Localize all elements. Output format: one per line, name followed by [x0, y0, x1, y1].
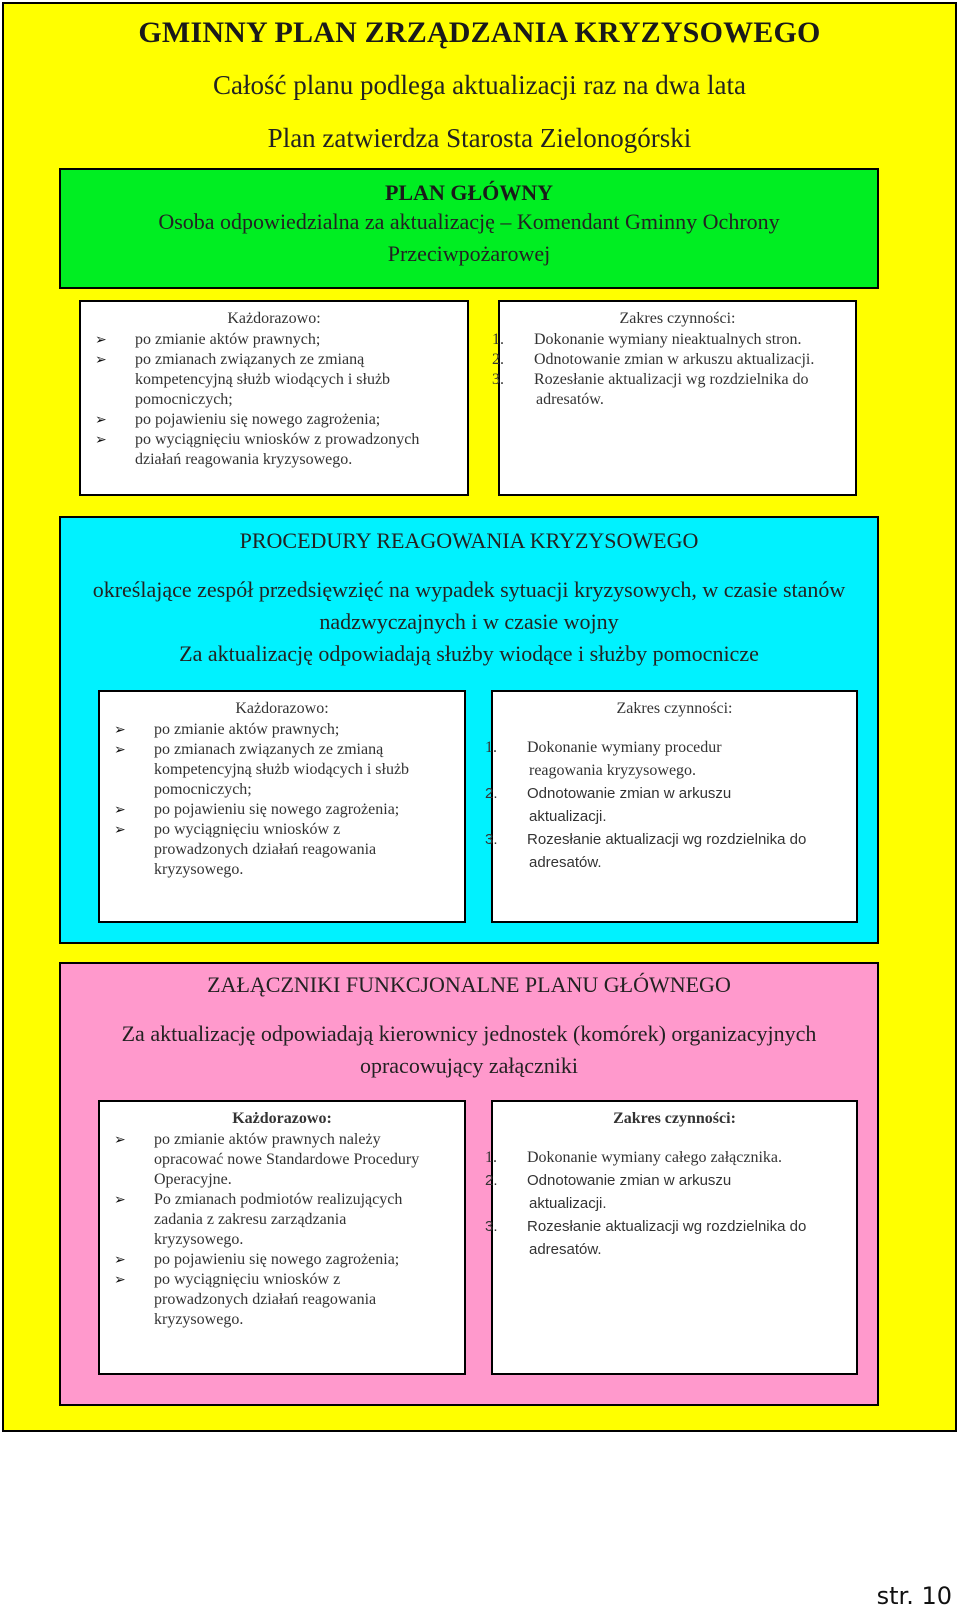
plan-glowny-panel [59, 168, 879, 289]
box-heading: Każdorazowo: [235, 700, 329, 717]
plan-glowny-scope-box [492, 300, 857, 496]
plan-glowny-text: Osoba odpowiedzialna za aktualizację – Komendant Gminny Ochrony Przeciwpożarowej [158, 209, 780, 266]
list-item: 2. Odnotowanie zmian w arkuszu aktualizacji. [485, 1172, 732, 1212]
when-list [100, 720, 464, 880]
list-item: 3. Rozesłanie aktualizacji wg rozdzielnika do adresatów. [485, 1218, 807, 1258]
document-title: GMINNY PLAN ZRZĄDZANIA KRYZYSOWEGO [138, 16, 821, 49]
box-heading: Każdorazowo: [232, 1110, 332, 1127]
list-item: ➢ po wyciągnięciu wniosków z prowadzonych działań reagowania kryzysowego. [100, 820, 464, 880]
list-item: ➢ po zmianach związanych ze zmianą kompetencyjną służb wiodących i służb pomocniczych; [81, 350, 467, 410]
list-item: ➢ po zmianie aktów prawnych należy opracować nowe Standardowe Procedury Operacyjne. [100, 1130, 464, 1190]
list-item: ➢ po zmianie aktów prawnych; [100, 720, 464, 740]
when-list [100, 1130, 464, 1330]
procedury-title: PROCEDURY REAGOWANIA KRYZYSOWEGO [239, 528, 699, 553]
when-list [81, 330, 467, 470]
list-item: 3. Rozesłanie aktualizacji wg rozdzielnika do adresatów. [485, 831, 807, 871]
scope-list [485, 1146, 856, 1261]
scope-list [485, 736, 856, 874]
list-item: 3. Rozesłanie aktualizacji wg rozdzielnika do adresatów. [492, 371, 809, 408]
zalaczniki-title: ZAŁĄCZNIKI FUNKCJONALNE PLANU GŁÓWNEGO [207, 972, 731, 997]
list-item: ➢ po wyciągnięciu wniosków z prowadzonych działań reagowania kryzysowego. [81, 430, 467, 470]
update-frequency: Całość planu podlega aktualizacji raz na dwa lata [212, 70, 746, 100]
zalaczniki-scope-box [485, 1100, 858, 1375]
box-heading: Zakres czynności: [613, 1110, 736, 1127]
plan-glowny-when-box [79, 300, 469, 496]
plan-glowny-title: PLAN GŁÓWNY [384, 180, 554, 205]
procedury-responsibility: Za aktualizację odpowiadają służby wiodące i służby pomocnicze [179, 641, 759, 666]
list-item: 1. Dokonanie wymiany nieaktualnych stron. [492, 331, 802, 348]
list-item: 1. Dokonanie wymiany procedur reagowania kryzysowego. [485, 739, 722, 779]
page-number: str. 10 [876, 1582, 952, 1610]
box-heading: Zakres czynności: [619, 310, 736, 327]
list-item: ➢ po pojawieniu się nowego zagrożenia; [100, 800, 464, 820]
procedury-when-box [98, 690, 466, 923]
list-item: 2. Odnotowanie zmian w arkuszu aktualizacji. [485, 785, 732, 825]
list-item: ➢ po wyciągnięciu wniosków z prowadzonych działań reagowania kryzysowego. [100, 1270, 464, 1330]
list-item: 2. Odnotowanie zmian w arkuszu aktualizacji. [492, 351, 815, 368]
list-item: ➢ po pojawieniu się nowego zagrożenia; [100, 1250, 464, 1270]
list-item: ➢ po zmianie aktów prawnych; [81, 330, 467, 350]
approval-line: Plan zatwierdza Starosta Zielonogórski [267, 123, 692, 153]
procedury-description: określające zespół przedsięwzięć na wypadek sytuacji kryzysowych, w czasie stanów nadzwyczajnych i w czasie wojny [92, 577, 846, 634]
zalaczniki-when-box [98, 1100, 466, 1375]
list-item: ➢ po pojawieniu się nowego zagrożenia; [81, 410, 467, 430]
scope-list [492, 330, 855, 410]
zalaczniki-responsibility: Za aktualizację odpowiadają kierownicy jednostek (komórek) organizacyjnych opracowujący załączniki [121, 1021, 817, 1078]
list-item: 1. Dokonanie wymiany całego załącznika. [485, 1149, 782, 1166]
list-item: ➢ Po zmianach podmiotów realizujących zadania z zakresu zarządzania kryzysowego. [100, 1190, 464, 1250]
list-item: ➢ po zmianach związanych ze zmianą kompetencyjną służb wiodących i służb pomocniczych; [100, 740, 464, 800]
box-heading: Zakres czynności: [616, 700, 733, 717]
box-heading: Każdorazowo: [227, 310, 321, 327]
procedury-scope-box [485, 690, 858, 923]
